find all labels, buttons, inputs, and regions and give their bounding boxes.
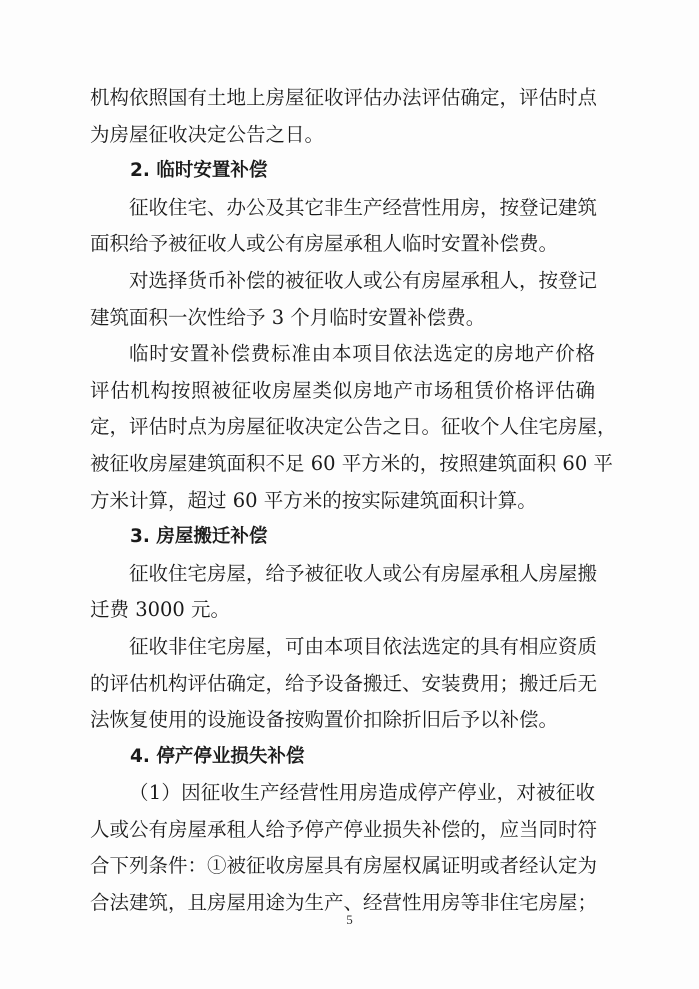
text-line: 建筑面积一次性给予 3 个月临时安置补偿费。 [90,305,486,329]
text-line: 临时安置补偿费标准由本项目依法选定的房地产价格 [129,342,595,366]
section-heading: 2. 临时安置补偿 [130,160,268,182]
text-line: 人或公有房屋承租人给予停产停业损失补偿的，应当同时符 [90,817,598,841]
section-heading: 3. 房屋搬迁补偿 [130,526,268,548]
text-line: 迁费 3000 元。 [90,598,231,622]
text-line: 对选择货币补偿的被征收人或公有房屋承租人，按登记 [129,268,598,292]
text-line: 评估机构按照被征收房屋类似房地产市场租赁价格评估确 [90,378,595,402]
text-line: 法恢复使用的设施设备按购置价扣除折旧后予以补偿。 [90,708,559,732]
text-line: 机构依照国有土地上房屋征收评估办法评估确定，评估时点 [90,86,598,109]
text-line: 被征收房屋建筑面积不足 60 平方米的，按照建筑面积 60 平 [90,451,613,475]
text-line: 征收住宅、办公及其它非生产经营性用房，按登记建筑 [129,195,598,219]
text-line: （1）因征收生产经营性用房造成停产停业，对被征收 [129,781,595,805]
text-line: 征收住宅房屋，给予被征收人或公有房屋承租人房屋搬 [129,561,598,585]
text-line: 面积给予被征收人或公有房屋承租人临时安置补偿费。 [90,232,559,256]
section-heading: 4. 停产停业损失补偿 [130,745,305,767]
text-line: 为房屋征收决定公告之日。 [90,122,325,146]
text-line: 合下列条件：①被征收房屋具有房屋权属证明或者经认定为 [90,854,598,878]
text-line: 合法建筑，且房屋用途为生产、经营性用房等非住宅房屋； [90,891,598,915]
text-line: 方米计算，超过 60 平方米的按实际建筑面积计算。 [90,488,537,512]
document-body [90,80,617,922]
text-line: 定，评估时点为房屋征收决定公告之日。征收个人住宅房屋， [90,415,617,439]
text-line: 的评估机构评估确定，给予设备搬迁、安装费用；搬迁后无 [90,671,598,695]
page-number: 5 [346,912,353,927]
text-line: 征收非住宅房屋，可由本项目依法选定的具有相应资质 [129,634,598,658]
